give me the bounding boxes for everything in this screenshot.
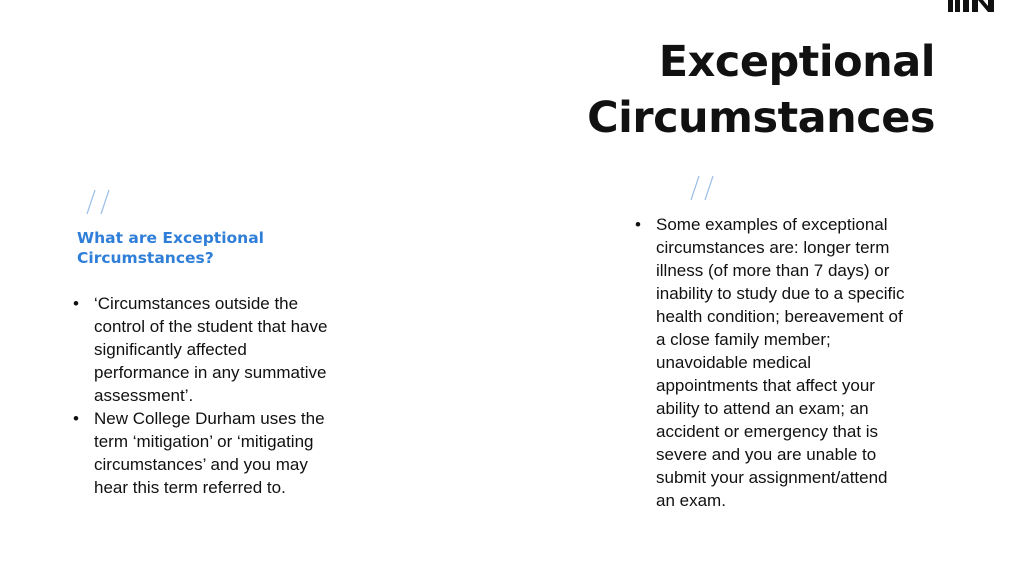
left-bullet-list: [70, 292, 345, 499]
slide-title: [587, 34, 935, 146]
right-bullet-1: • Some examples of exceptional circumstances are: longer term illness (of more than 7 days) or inability to study due to a specific health condition; bereavement of a close family member; unavoidable medical appointments that affect your ability to attend an exam; an accident or emergency that is severe and you are unable to submit your assignment/attend an exam.: [632, 213, 907, 512]
brand-logo-icon: [946, 0, 996, 16]
left-bullet-1: • ‘Circumstances outside the control of the student that have significantly affected performance in any summative assessment’.: [70, 292, 345, 407]
double-slash-icon: [84, 188, 114, 216]
right-bullet-list: [632, 213, 907, 512]
heading-line-2: Circumstances?: [77, 249, 214, 267]
left-column-heading: [77, 228, 337, 268]
double-slash-icon: [688, 174, 718, 202]
left-bullet-2: • New College Durham uses the term ‘mitigation’ or ‘mitigating circumstances’ and you may hear this term referred to.: [70, 407, 345, 499]
title-line-1: Exceptional: [658, 37, 935, 87]
heading-line-1: What are Exceptional: [77, 229, 264, 247]
title-line-2: Circumstances: [587, 93, 935, 143]
